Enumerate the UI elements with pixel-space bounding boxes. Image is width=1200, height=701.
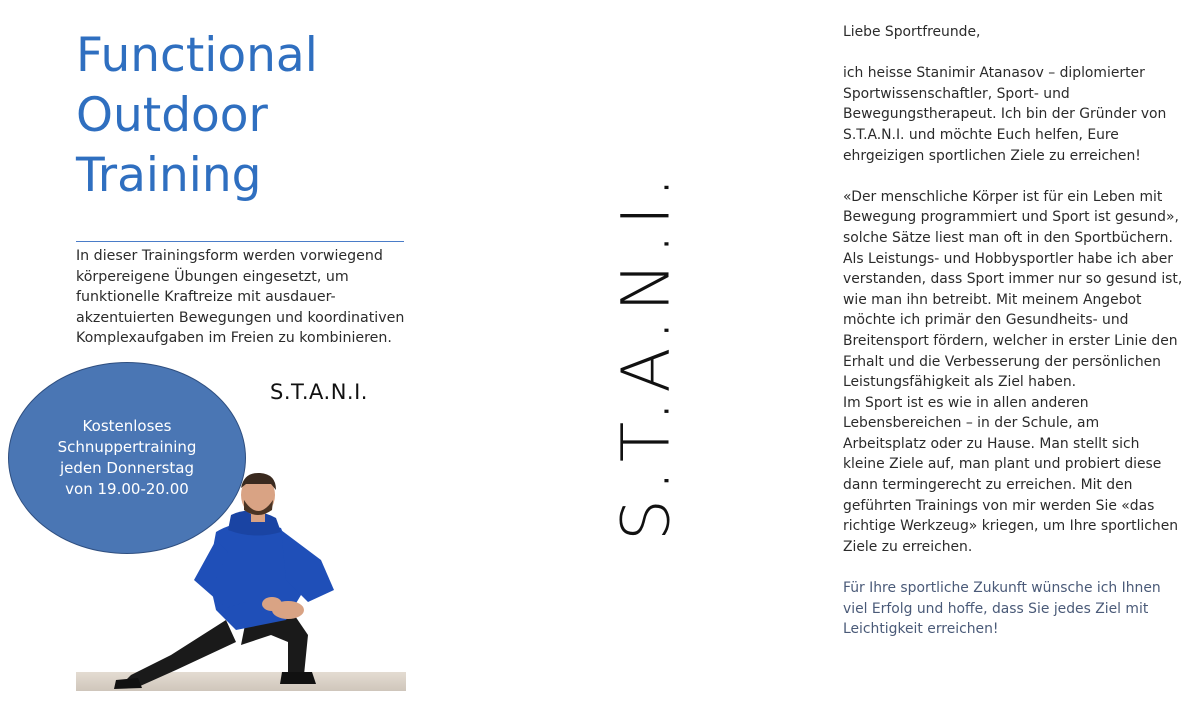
letter-paragraph-3: Im Sport ist es wie in allen anderen Lebensbereichen – in der Schule, am Arbeitsplatz oder zu Hause. Man stellt sich kleine Ziele auf, man plant und probiert diese dann termingerecht zu erreichen. Mit den geführten Trainings von mir werden Sie «das richtige Werkzeug» kriegen, um Ihre sportlichen Ziele zu erreichen. — [843, 394, 1179, 555]
title-line-2: Outdoor — [76, 88, 268, 143]
letter-paragraph-1: ich heisse Stanimir Atanasov – diplomierter Sportwissenschaftler, Sport- und Bewegungstherapeut. Ich bin der Gründer von S.T.A.N.I. und möchte Euch helfen, Eure ehrgeizigen sportlichen Ziele zu erreichen! — [843, 65, 1167, 164]
title-line-1: Functional — [76, 28, 318, 83]
badge-line-4: von 19.00-20.00 — [65, 480, 189, 498]
badge-line-2: Schnuppertraining — [57, 438, 197, 456]
title-line-3: Training — [76, 148, 262, 203]
free-trial-badge — [8, 362, 246, 554]
welcome-letter — [843, 22, 1183, 640]
badge-line-3: jeden Donnerstag — [60, 459, 194, 477]
vertical-brand-logo: S.T.A.N.I. — [607, 168, 685, 542]
letter-greeting: Liebe Sportfreunde, — [843, 24, 981, 40]
intro-text: In dieser Trainingsform werden vorwiegend körpereigene Übungen eingesetzt, um funktionelle Kraftreize mit ausdauer-akzentuierten Bewegungen und koordinativen Komplexaufgaben im Freien zu kombinieren. — [76, 248, 405, 347]
page-title — [76, 26, 436, 206]
badge-line-1: Kostenloses — [82, 417, 172, 435]
letter-closing: Für Ihre sportliche Zukunft wünsche ich Ihnen viel Erfolg und hoffe, dass Sie jedes Ziel mit Leichtigkeit erreichen! — [843, 580, 1161, 638]
title-divider — [76, 241, 404, 242]
brand-label: S.T.A.N.I. — [270, 380, 368, 404]
letter-paragraph-2: «Der menschliche Körper ist für ein Leben mit Bewegung programmiert und Sport ist gesund», solche Sätze liest man oft in den Sportbüchern. Als Leistungs- und Hobbysportler habe ich aber verstanden, dass Sport immer nur so gesund ist, wie man ihn betreibt. Mit meinem Angebot möchte ich primär den Gesundheits- und Breitensport fördern, welcher in erster Linie den Erhalt und die Verbesserung der persönlichen Leistungsfähigkeit als Ziel haben. — [843, 188, 1183, 391]
